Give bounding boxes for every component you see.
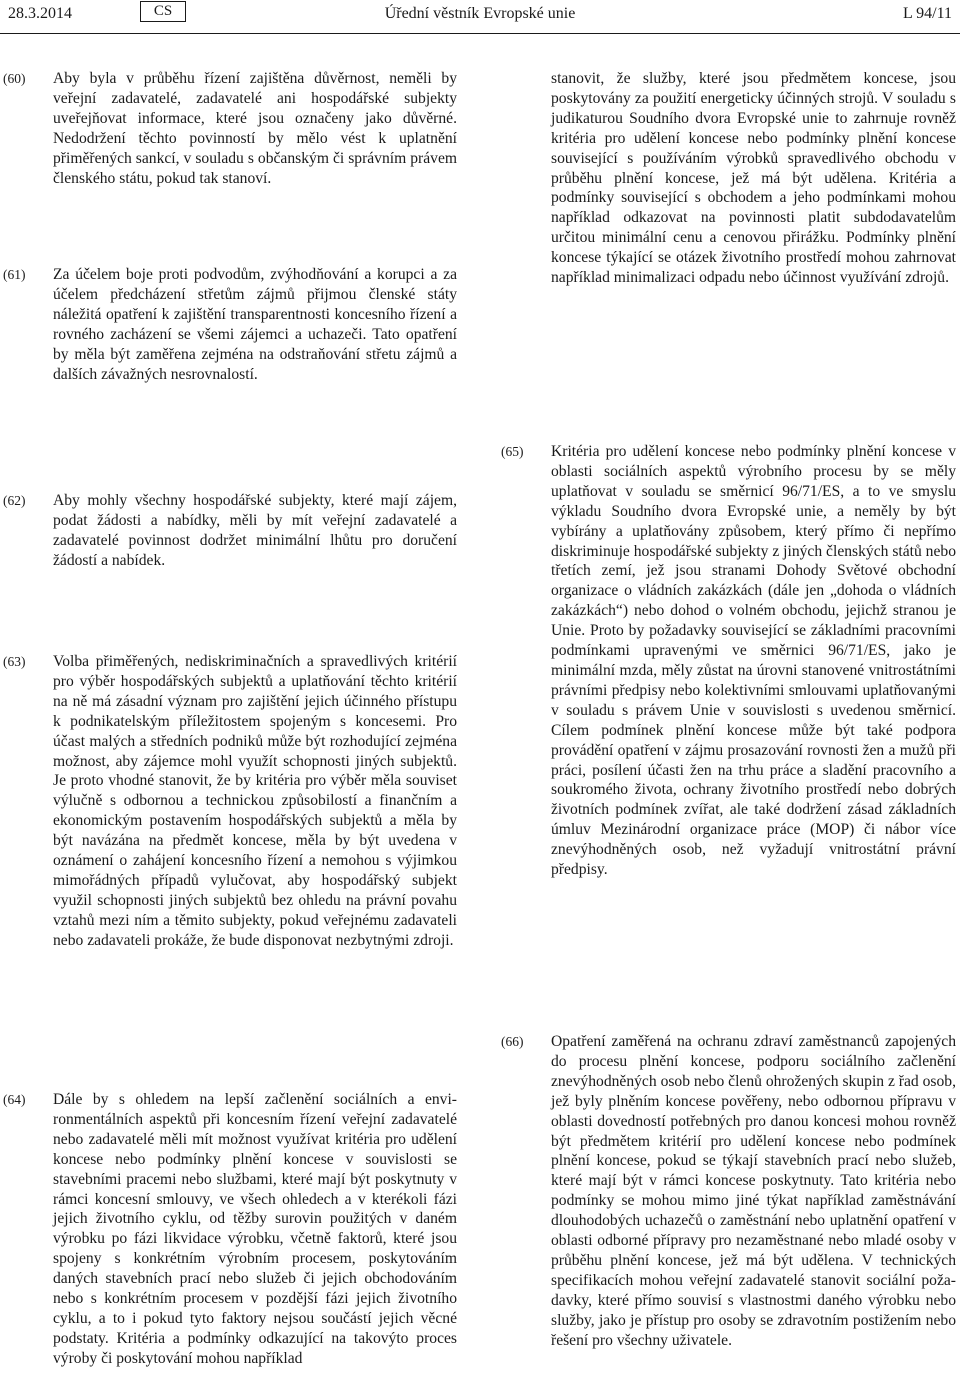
recital-number: (64) — [3, 1092, 26, 1107]
recital-60 — [3, 69, 457, 188]
recital-62 — [3, 491, 457, 571]
recital-number: (62) — [3, 493, 26, 508]
recital-text: stanovit, že služby, které jsou předmětem koncese, jsou poskytovány za použití energeticky účinných strojů. V souladu s judikaturou Soudního dvora Evropské unie to zahrnuje rovněž kritéria pro udělení koncese nebo podmínky plnění koncese související s používáním výrobků spravedlivého obchodu v průběhu plnění koncese, jež má být udělena. Kritéria a podmínky související s obchodem a jeho podmínkami mohou například odkazovat na povinnosti platit subdodavatelům určitou minimální cenu a cenovou přirážku. Podmínky plnění koncese týkající se otázek životního prostředí mohou zahrnovat například minimalizaci odpadu nebo účinnost využívání zdrojů. — [551, 70, 956, 287]
recital-number: (60) — [3, 71, 26, 86]
recital-number: (66) — [501, 1034, 524, 1049]
recital-61 — [3, 265, 457, 384]
recital-text: Aby mohly všechny hospodářské subjekty, které mají zájem, podat žádosti a nabídky, měli by mít veřejní zadavatelé a zadavatelé povinnost dodržet minimální lhůtu pro doručení žádostí a nabídek. — [53, 492, 457, 569]
journal-title: Úřední věstník Evropské unie — [384, 5, 576, 22]
recital-text: Aby byla v průběhu řízení zajištěna důvěrnost, neměli by veřejní zadavatelé, zadavatelé ani hospodářské subjekty uveřejňovat informace, které jsou označeny jako důvěrné. Nedodržení těchto povinností by mělo vést k uplatnění přiměřených sankcí, v souladu s občanským či správním právem členského státu, pokud tak stanoví. — [53, 70, 457, 187]
recital-number: (63) — [3, 654, 26, 669]
language-badge: CS — [140, 1, 186, 22]
recital-66 — [501, 1032, 956, 1351]
recital-63 — [3, 652, 457, 951]
publication-date: 28.3.2014 — [8, 5, 72, 22]
recital-text: Za účelem boje proti podvodům, zvýhodňování a korupci a za účelem předcházení střetům zájmů přijmou členské státy náležitá opatření k zajištění transparentnosti koncesního řízení a rovného zacházení se všemi zájemci a uchazeči. Tato opatření by měla být zaměřena zejména na odstraňování střetu zájmů a dalších závažných nesrovnalostí. — [53, 266, 457, 383]
recital-64-continued — [551, 69, 956, 288]
recital-65 — [501, 442, 956, 880]
recital-text: Opatření zaměřená na ochranu zdraví zaměstnanců zapojených do procesu plnění koncese, podporu sociálního začlenění znevýhodněných osob nebo členů ohrožených skupin z řad osob, jež byly plněním koncese pověřeny, nebo odbornou přípravu v oblasti dovedností potřebných pro danou koncesi mohou rovněž být předmětem kritérií pro udělení koncese nebo podmínek plnění koncese, pokud se týkají stavebních prací nebo služeb, které mají být v rámci koncese poskytnuty. Tato kritéria nebo podmínky se mohou mimo jiné týkat například zaměstnávání dlouhodobých uchazečů o zaměstnání nebo uplatnění opatření v oblasti odborné přípravy pro nezaměstnané nebo mladé osoby v průběhu plnění koncese, jež má být udělena. V technických specifikacích mohou veřejní zadavatelé stanovit sociální požadavky, které přímo souvisí s vlastnostmi daného výrobku nebo služby, jako je přístup pro osoby se zdravotním postižením nebo řešení pro všechny uživatele. — [551, 1033, 956, 1349]
recital-text: Dále by s ohledem na lepší začlenění sociálních a environmentálních aspektů při koncesním řízení veřejní zadavatelé nebo zadavatelé měli mít možnost využívat kritéria pro udělení koncese nebo podmínky plnění koncese v souvislosti se stavebními pracemi nebo službami, které mají být poskytnuty v rámci koncesní smlouvy, ve všech ohledech a v kterékoli fázi jejich životního cyklu, od těžby surovin použitých v daném výrobku po fázi likvidace výrobku, včetně faktorů, které jsou spojeny s konkrétním výrobním procesem, poskytováním daných stavebních prací nebo služeb či jejich obchodováním nebo s konkrétním procesem v pozdější fázi jejich životního cyklu, a to i pokud tyto faktory nejsou součástí jejich věcné podstaty. Kritéria a podmínky odkazující na takovýto proces výroby či poskytování mohou například — [53, 1091, 457, 1367]
recital-number: (61) — [3, 267, 26, 282]
recital-text: Kritéria pro udělení koncese nebo podmínky plnění koncese v oblasti sociálních aspektů výrobního procesu by se měly uplatňovat v souladu se směrnicí 96/71/ES, a to ve smyslu výkladu Soudního dvora Evropské unie, a neměly by být vybírány a uplatňovány způsobem, který přímo či nepřímo diskriminuje hospodářské subjekty z jiných členských států nebo třetích zemí, jež jsou stranami Dohody Světové obchodní organizace o vládních zakázkách (dále jen „dohoda o vládních zakázkách“) nebo dohod o volném obchodu, jejichž stranou je Unie. Proto by požadavky související se základními pracovními podmínkami upravenými ve směrnici 96/71/ES, jako je minimální mzda, měly zůstat na úrovni stanovené vnitrostátními právními předpisy nebo kolektivními smlouvami uplatňovanými v souladu s právem Unie v souvislosti s uvedenou směrnicí. Cílem podmínek plnění koncese může být také podpora provádění opatření v zájmu prosazování rovnosti žen a mužů při práci, posílení účasti žen na trhu práce a sladění pracovního a soukromého života, ochrany životního prostředí nebo dobrých životních podmínek zvířat, ale také dodržení zásad základních úmluv Mezinárodní organizace práce (MOP) či nábor více znevýhodněných osob, než vyžadují vnitrostátní právní předpisy. — [551, 443, 956, 879]
recital-number: (65) — [501, 444, 524, 459]
recital-text: Volba přiměřených, nediskriminačních a spravedlivých kritérií pro výběr hospodářských subjektů a uplatňování těchto kritérií na ně má zásadní význam pro zajištění jejich účinného přístupu k podnikatelským příležitostem spojeným s koncesemi. Pro účast malých a středních podniků může být rozhodující zejména možnost, aby zájemce mohl využít schopnosti jiných subjektů. Je proto vhodné stanovit, že by kritéria pro výběr měla souviset výlučně s odbornou a technickou způsobilostí a finančním a ekonomickým postavením hospodářských subjektů a měla by být navázána na předmět koncese, měla by být uvedena v oznámení o zahájení koncesního řízení a nemohou s výjimkou mimořádných případů vylučovat, aby hospodářský subjekt využil schopnosti jiných subjektů bez ohledu na právní povahu vztahů mezi ním a těmito subjekty, pokud veřejnému zadavateli nebo zadavateli prokáže, že bude disponovat nezbytnými zdroji. — [53, 653, 457, 949]
page-header — [0, 0, 960, 34]
page-reference: L 94/11 — [902, 5, 952, 22]
header-divider — [0, 33, 960, 34]
recital-64 — [3, 1090, 457, 1369]
